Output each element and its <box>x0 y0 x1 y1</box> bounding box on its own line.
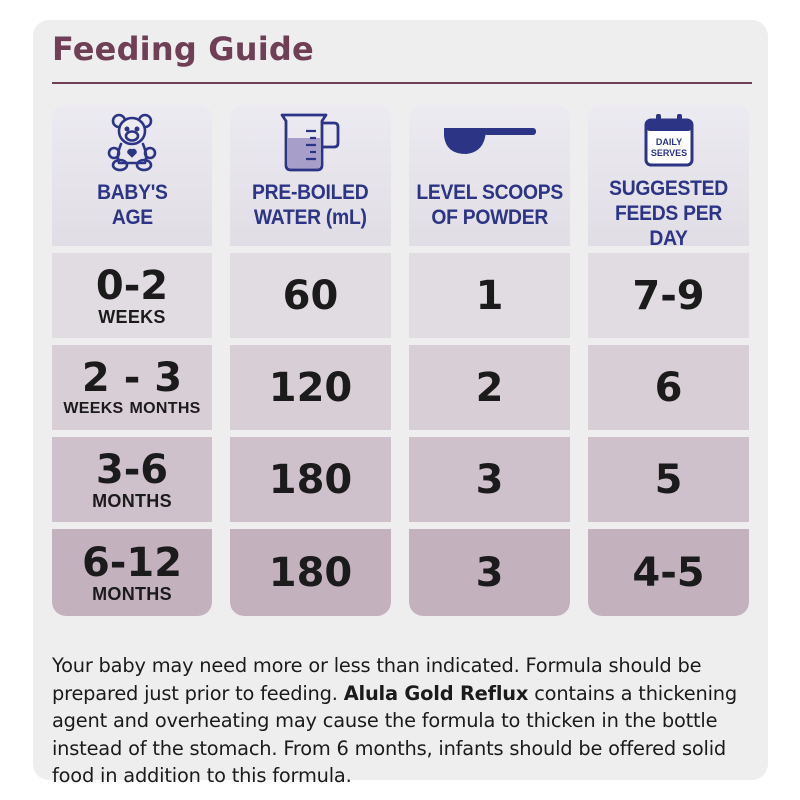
feeds-value: 6 <box>654 364 683 411</box>
feeds-value: 4-5 <box>632 549 705 596</box>
scoops-value: 3 <box>475 456 504 503</box>
measuring-jug-icon <box>276 112 346 172</box>
scoops-cell <box>409 437 570 522</box>
age-cell <box>52 529 212 616</box>
age-range: 0-2 <box>95 262 169 309</box>
header-scoops-label: LEVEL SCOOPS OF POWDER <box>416 181 563 229</box>
age-unit: MONTHS <box>92 490 172 511</box>
scoops-value: 3 <box>475 549 504 596</box>
disclaimer-note <box>52 652 752 790</box>
age-cell <box>52 345 212 430</box>
water-value: 180 <box>268 456 353 503</box>
feeds-cell <box>588 529 749 616</box>
product-name: Alula Gold Reflux <box>343 681 529 705</box>
scoops-value: 2 <box>475 364 504 411</box>
age-from: 2 <box>81 354 110 401</box>
feeding-table <box>52 104 749 616</box>
header-water <box>230 104 391 246</box>
water-cell <box>230 253 391 338</box>
teddy-bear-icon <box>101 112 163 172</box>
header-scoops <box>409 104 570 246</box>
age-units <box>63 400 200 418</box>
calendar-text-serves: SERVES <box>650 148 687 158</box>
age-cell <box>52 253 212 338</box>
water-value: 60 <box>282 272 339 319</box>
age-unit: WEEKS <box>98 306 166 327</box>
feeds-value: 5 <box>654 456 683 503</box>
age-to: 3 <box>154 354 183 401</box>
title-divider <box>52 82 752 84</box>
age-unit-from: WEEKS <box>63 399 124 417</box>
water-cell <box>230 529 391 616</box>
calendar-icon <box>643 112 695 168</box>
feeds-cell <box>588 345 749 430</box>
scoops-value: 1 <box>475 272 504 319</box>
note-text-1: Your baby may need more or less than indicated. Formula should be prepared just prior to feeding. <box>52 654 702 705</box>
header-age-label: BABY'S AGE <box>96 181 168 229</box>
header-feeds-label: SUGGESTED FEEDS PER DAY <box>609 177 728 250</box>
age-dash: - <box>123 354 141 401</box>
header-age <box>52 104 212 246</box>
scoops-cell <box>409 529 570 616</box>
age-range <box>81 354 183 401</box>
age-unit-to: MONTHS <box>129 399 201 417</box>
feeds-cell <box>588 253 749 338</box>
water-cell <box>230 345 391 430</box>
header-water-label: PRE-BOILED WATER (mL) <box>252 181 369 229</box>
age-range: 6-12 <box>81 539 183 586</box>
calendar-text-daily: DAILY <box>655 137 682 147</box>
feeds-cell <box>588 437 749 522</box>
scoop-icon <box>442 112 538 172</box>
age-cell <box>52 437 212 522</box>
feeds-value: 7-9 <box>632 272 705 319</box>
water-value: 180 <box>268 549 353 596</box>
age-range: 3-6 <box>95 446 169 493</box>
water-cell <box>230 437 391 522</box>
scoops-cell <box>409 345 570 430</box>
note-text-2: contains a thickening agent and overheating may cause the formula to thicken in the bottle instead of the stomach. From 6 months, infants should be offered solid food in addition to this formula. <box>52 681 737 788</box>
scoops-cell <box>409 253 570 338</box>
page-title: Feeding Guide <box>52 30 314 68</box>
age-unit: MONTHS <box>92 583 172 604</box>
water-value: 120 <box>268 364 353 411</box>
header-feeds <box>588 104 749 250</box>
